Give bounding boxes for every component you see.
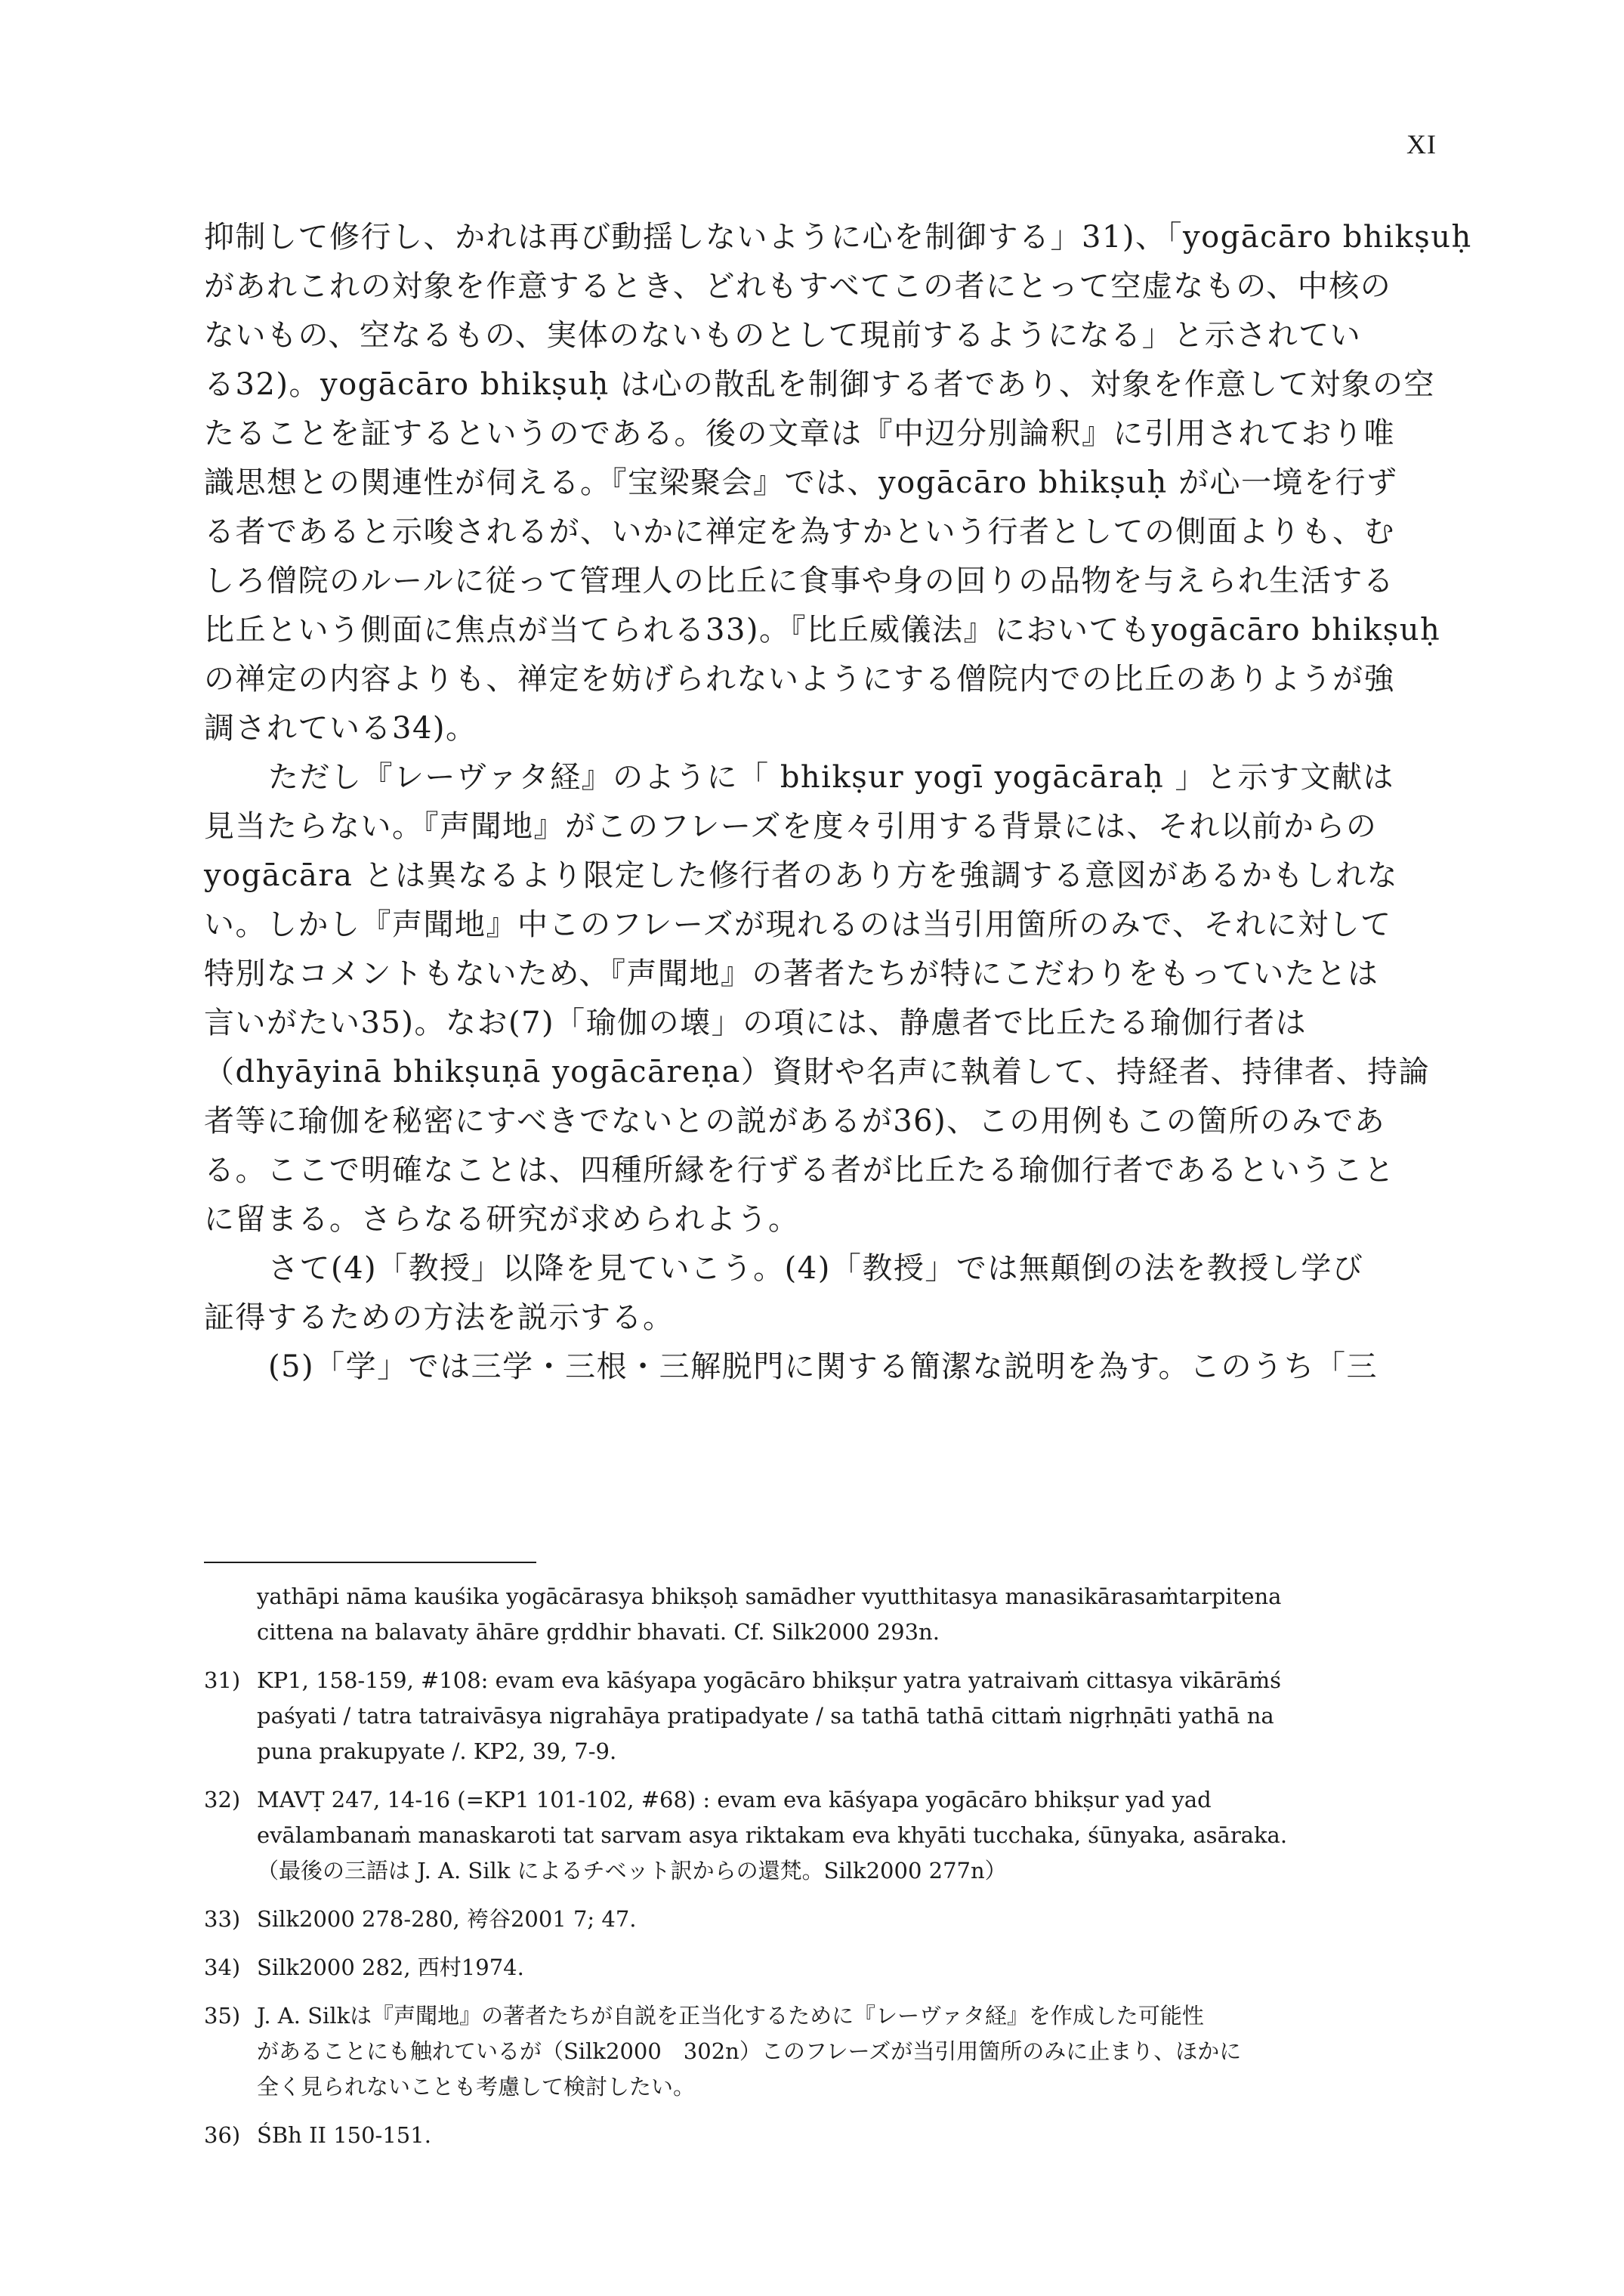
footnote-line: （最後の三語は J. A. Silk によるチベット訳からの還梵。Silk2000 277n）: [257, 1858, 1007, 1883]
body-line: 証得するための方法を説示する。: [204, 1300, 675, 1335]
footnote-line: puna prakupyate /. KP2, 39, 7-9.: [257, 1738, 617, 1764]
footnote-line: MAVṬ 247, 14-16 (=KP1 101-102, #68) : evam eva kāśyapa yogācāro bhikṣur yad yad: [257, 1787, 1212, 1812]
footnote-35: [204, 1998, 1458, 2105]
footnote-number: 31): [204, 1667, 241, 1693]
body-line: 抑制して修行し、かれは再び動揺しないように心を制御する」31)、「yogācāro bhikṣuḥ: [204, 220, 1472, 255]
body-line: (5)「学」では三学・三根・三解脱門に関する簡潔な説明を為す。このうち「三: [268, 1349, 1378, 1384]
footnote-33: [204, 1902, 1458, 1937]
body-line: 調されている34)。: [204, 711, 477, 746]
body-line: い。しかし『声聞地』中このフレーズが現れるのは当引用箇所のみで、それに対して: [204, 907, 1392, 942]
footnote-number: 35): [204, 2003, 241, 2029]
footnotes: [204, 1579, 1458, 2166]
footnote-number: 36): [204, 2122, 241, 2148]
footnote-31: [204, 1663, 1458, 1769]
footnote-line: ŚBh II 150-151.: [257, 2122, 431, 2148]
footnote-divider: [204, 1562, 536, 1563]
footnote-line: があることにも触れているが（Silk2000 302n）このフレーズが当引用箇所のみに止まり、ほかに: [257, 2038, 1242, 2064]
footnote-line: Silk2000 278-280, 袴谷2001 7; 47.: [257, 1906, 637, 1932]
footnote-line: evālambanaṁ manaskaroti tat sarvam asya riktakam eva khyāti tucchaka, śūnyaka, asāraka.: [257, 1822, 1288, 1848]
footnote-32: [204, 1782, 1458, 1889]
footnote-line: paśyati / tatra tatraivāsya nigrahāya pratipadyate / sa tathā tathā cittaṁ nigṛhṇāti yathā na: [257, 1703, 1274, 1729]
body-line: の禅定の内容よりも、禅定を妨げられないようにする僧院内での比丘のありようが強: [204, 662, 1395, 697]
body-line: があれこれの対象を作意するとき、どれもすべてこの者にとって空虚なもの、中核の: [204, 269, 1392, 304]
body-line: る者であると示唆されるが、いかに禅定を為すかという行者としての側面よりも、む: [204, 515, 1395, 549]
body-line: たることを証するというのである。後の文章は『中辺分別論釈』に引用されており唯: [204, 416, 1395, 451]
body-line: しろ僧院のルールに従って管理人の比丘に食事や身の回りの品物を与えられ生活する: [204, 564, 1395, 598]
footnote-36: [204, 2118, 1458, 2153]
body-line: 特別なコメントもないため、『声聞地』の著者たちが特にこだわりをもっていたとは: [204, 956, 1379, 991]
footnote-line: cittena na balavaty āhāre gṛddhir bhavati. Cf. Silk2000 293n.: [257, 1619, 940, 1645]
footnote-line: J. A. Silkは『声聞地』の著者たちが自説を正当化するために『レーヴァタ経』を作成した可能性: [257, 2003, 1204, 2029]
body-line: ただし『レーヴァタ経』のように「 bhikṣur yogī yogācāraḥ 」と示す文献は: [268, 760, 1394, 795]
body-line: 者等に瑜伽を秘密にすべきでないとの説があるが36)、この用例もこの箇所のみであ: [204, 1104, 1386, 1139]
body-line: 識思想との関連性が伺える。『宝梁聚会』では、yogācāro bhikṣuḥ が心一境を行ず: [204, 465, 1398, 500]
page-number: XI: [1406, 129, 1437, 159]
footnote-line: Silk2000 282, 西村1974.: [257, 1955, 524, 1980]
footnote-number: 32): [204, 1787, 241, 1812]
body-line: ないもの、空なるもの、実体のないものとして現前するようになる」と示されてい: [204, 318, 1362, 353]
body-line: さて(4)「教授」以降を見ていこう。(4)「教授」では無顛倒の法を教授し学び: [268, 1251, 1364, 1286]
body-line: 比丘という側面に焦点が当てられる33)。『比丘威儀法』においてもyogācāro bhikṣuḥ: [204, 613, 1441, 647]
body-line: る32)。yogācāro bhikṣuḥ は心の散乱を制御する者であり、対象を作意して対象の空: [204, 367, 1435, 402]
body-line: 言いがたい35)。なお(7)「瑜伽の壊」の項には、静慮者で比丘たる瑜伽行者は: [204, 1006, 1308, 1040]
footnote-number: 34): [204, 1955, 241, 1980]
body-line: に留まる。さらなる研究が求められよう。: [204, 1202, 800, 1237]
body-line: yogācāra とは異なるより限定した修行者のあり方を強調する意図があるかもしれな: [204, 858, 1399, 893]
footnote-line: 全く見られないことも考慮して検討したい。: [257, 2074, 696, 2100]
footnote-line: yathāpi nāma kauśika yogācārasya bhikṣoḥ samādher vyutthitasya manasikārasaṁtarpitena: [257, 1584, 1282, 1609]
body-line: 見当たらない。『声聞地』がこのフレーズを度々引用する背景には、それ以前からの: [204, 809, 1378, 844]
footnote-continuation: [204, 1579, 1458, 1650]
body-line: （dhyāyinā bhikṣuṇā yogācāreṇa）資財や名声に執着して、持経者、持律者、持論: [204, 1055, 1431, 1089]
body-text: [204, 213, 1472, 1392]
footnote-line: KP1, 158-159, #108: evam eva kāśyapa yogācāro bhikṣur yatra yatraivaṁ cittasya vikārāṁś: [257, 1667, 1282, 1693]
body-line: る。ここで明確なことは、四種所縁を行ずる者が比丘たる瑜伽行者であるということ: [204, 1153, 1395, 1188]
footnote-34: [204, 1950, 1458, 1985]
footnote-number: 33): [204, 1906, 241, 1932]
